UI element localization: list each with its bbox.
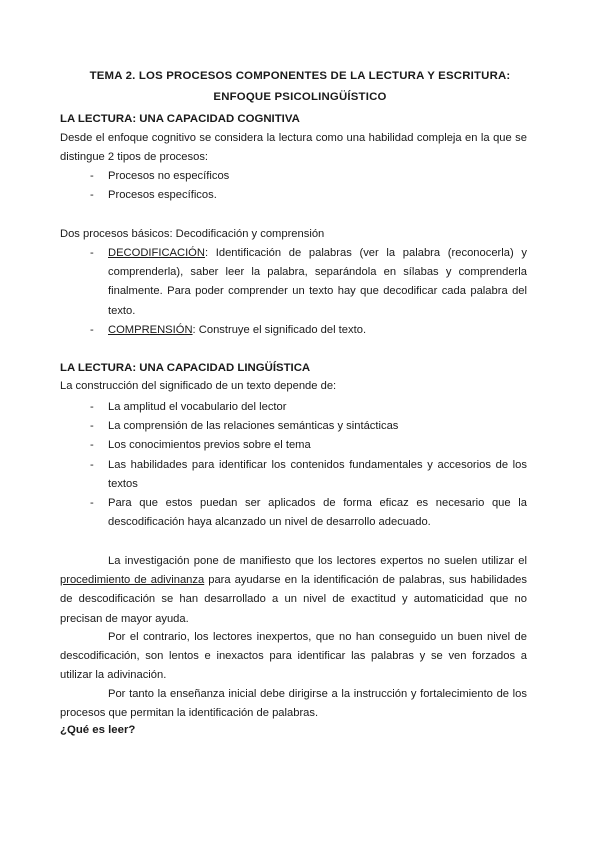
list-item: - Procesos no específicos: [60, 167, 527, 186]
bullet-dash: -: [90, 497, 94, 509]
bullet-dash: -: [90, 247, 94, 259]
list-item: - La comprensión de las relaciones semánticas y sintácticas: [60, 417, 527, 436]
section-1-intro: Desde el enfoque cognitivo se considera la lectura como una habilidad compleja en la que se distingue 2 tipos de procesos:: [60, 132, 527, 164]
paragraph-ensenanza-inicial: Por tanto la enseñanza inicial debe dirigirse a la instrucción y fortalecimiento de los procesos que permitan la identificación de palabras.: [60, 688, 527, 720]
list-item: - Los conocimientos previos sobre el tema: [60, 436, 527, 455]
paragraph-lectores-inexpertos: Por el contrario, los lectores inexpertos, que no han conseguido un buen nivel de descodificación, son lentos e inexactos para identificar las palabras y se ven forzados a utilizar la adivinación.: [60, 631, 527, 682]
bullet-dash: -: [90, 439, 94, 451]
paragraph-lectores-expertos: La investigación pone de manifiesto que los lectores expertos no suelen utilizar el procedimiento de adivinanza para ayudarse en la identificación de palabras, sus habilidades de descodificación se han desarrollado a un nivel de exactitud y automaticidad que no precisan de mayor ayuda.: [60, 555, 527, 625]
bullet-dash: -: [90, 189, 94, 201]
document-title-line-1: TEMA 2. LOS PROCESOS COMPONENTES DE LA LECTURA Y ESCRITURA:: [89, 70, 511, 82]
bullet-dash: -: [90, 170, 94, 182]
question-heading: ¿Qué es leer?: [60, 724, 136, 736]
bullet-dash: -: [90, 420, 94, 432]
list-item: - Las habilidades para identificar los contenidos fundamentales y accesorios de los textos: [60, 456, 527, 494]
section-heading-linguistica: LA LECTURA: UNA CAPACIDAD LINGÜÍSTICA: [60, 362, 311, 374]
underlined-procedimiento-adivinanza: procedimiento de adivinanza: [60, 574, 205, 587]
basic-processes-line: Dos procesos básicos: Decodificación y comprensión: [60, 228, 325, 240]
list-item: - La amplitud el vocabulario del lector: [60, 398, 527, 417]
list-item: - Procesos específicos.: [60, 186, 527, 205]
bullet-dash: -: [90, 459, 94, 471]
bullet-dash: -: [90, 324, 94, 336]
section-heading-cognitiva: LA LECTURA: UNA CAPACIDAD COGNITIVA: [60, 113, 300, 125]
section-2-intro: La construcción del significado de un texto depende de:: [60, 380, 337, 392]
list-item: - Para que estos puedan ser aplicados de forma eficaz es necesario que la descodificación haya alcanzado un nivel de desarrollo adecuado.: [60, 494, 527, 532]
list-item: - COMPRENSIÓN: Construye el significado del texto.: [60, 321, 527, 340]
document-title-line-2: ENFOQUE PSICOLINGÜÍSTICO: [213, 91, 387, 103]
term-decodificacion: DECODIFICACIÓN: [108, 247, 205, 259]
bullet-dash: -: [90, 401, 94, 413]
list-item: - DECODIFICACIÓN: Identificación de palabras (ver la palabra (reconocerla) y comprenderla), saber leer la palabra, separándola en sílabas y comprenderla finalmente. Para poder comprender un texto hay que decodificar cada palabra del texto.: [60, 244, 527, 321]
term-comprension: COMPRENSIÓN: [108, 324, 193, 336]
